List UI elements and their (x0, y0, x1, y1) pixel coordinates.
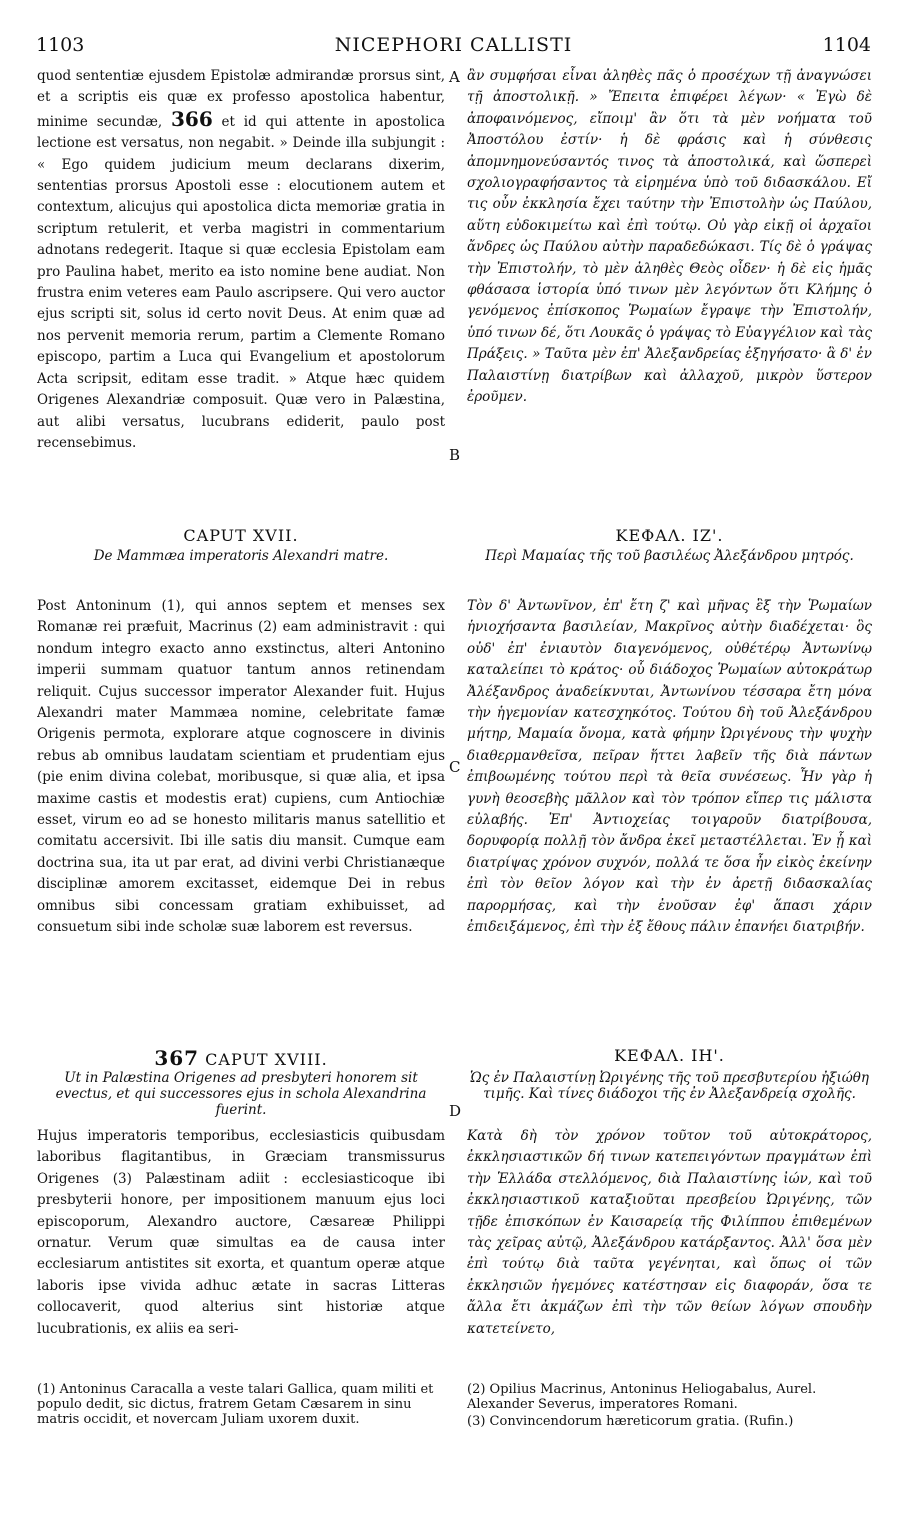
latin-paragraph-ch18: Hujus imperatoris temporibus, ecclesiasticis quibusdam laboribus flagitantibus, in Græciam transmissurus Origenes (3) Palæstinam adiit : ecclesiasticoque ibi presbyterii honore, per impositionem manuum ejus loci episcoporum, Alexandro auctore, Cæsareæ Philippi ornatur. Verum quæ simultas ea de causa inter ecclesiarum antistites sit exorta, et quantum operæ atque laboris ipse vivida adhuc ætate in sacras Litteras collocaverit, quod alterius sint historiæ atque lucubrationis, ex aliis ea seri- (37, 1128, 445, 1337)
margin-marker-d: D (449, 1102, 462, 1120)
caput-xviii-title (37, 1046, 445, 1070)
latin-paragraph-ch17: Post Antoninum (1), qui annos septem et menses sex Romanæ rei præfuit, Macrinus (2) eam administravit : qui nondum integro exacto anno exstinctus, alteri Antonino imperii summam quatuor tantum annos retinendam reliquit. Cujus successor imperator Alexander fuit. Hujus Alexandri mater Mammæa nomine, celebritate famæ Origenis permota, explorare atque cognoscere in divinis rebus ab omnibus laudatam scientiam et prudentiam ejus (pie enim divina colebat, moribusque, si quæ alia, et ipsa maxime castis et modestis erat) cupiens, cum Antiochiæ esset, virum eo ad se honesto militaris manus satellitio et comitatu accersivit. Ibi ille satis diu mansit. Cumque eam doctrina sua, ita ut par erat, ad divini verbi Christianæque disciplinæ amorem excitasset, eidemque Dei in rebus omnibus sibi concessam gratiam exhibuisset, ad consuetum sibi inde scholæ suæ laborem est reversus. (37, 598, 445, 936)
caput-xvii-title: CAPUT XVII. (183, 526, 299, 545)
margin-marker-b: B (449, 446, 461, 464)
kephal-iz-subtitle: Περὶ Μαμαίας τῆς τοῦ βασιλέως Ἀλεξάνδρου μητρός. (485, 548, 854, 564)
greek-column-ch18 (467, 1126, 872, 1376)
page-number-left: 1103 (36, 34, 85, 56)
kephal-ih-subtitle: Ὡς ἐν Παλαιστίνῃ Ὠριγένης τῆς τοῦ πρεσβυτερίου ἠξιώθη τιμῆς. Καὶ τίνες διάδοχοι τῆς ἐν Ἀλεξανδρείᾳ σχολῆς. (469, 1070, 870, 1102)
page-header (0, 34, 907, 58)
latin-column-top (37, 66, 445, 470)
footnote-2: (2) Opilius Macrinus, Antoninus Heliogabalus, Aurel. Alexander Severus, imperatores Romani. (467, 1382, 817, 1412)
margin-marker-c: C (449, 758, 461, 776)
caput-xviii-label: CAPUT XVIII. (205, 1050, 328, 1069)
page-marker-366-inline: 366 (170, 106, 213, 131)
page-marker-367: 367 (154, 1046, 200, 1070)
latin-column-ch17 (37, 596, 445, 1042)
caput-xvii-subtitle: De Mammæa imperatoris Alexandri matre. (93, 548, 389, 564)
latin-paragraph-top: quod sententiæ ejusdem Epistolæ admirandæ prorsus sint, et a scriptis eis quæ ex professo apostolica habentur, minime secundæ, 366 et id qui attente in apostolica lectione est versatus, non negabit. » Deinde illa subjungit : « Ego quidem judicium meum declarans dixerim, sententias prorsus Apostoli esse : elocutionem autem et contextum, alicujus qui apostolica dicta memoriæ gratia in scriptum retulerit, et verba magistri in commentarium adnotans redegerit. Itaque si quæ ecclesia Epistolam eam pro Paulina habet, merito ea isto nomine bene audiat. Non frustra enim veteres eam Paulo ascripsere. Qui vero auctor ejus scripti sit, solus id certo novit Deus. At enim quæ ad nos pervenit memoria rerum, partim a Clemente Romano episcopo, partim a Luca qui Evangelium et apostolorum Acta scripsit, editam esse tradit. » Atque hæc quidem Origenes Alexandriæ composuit. Quæ vero in Palæstina, aut alibi versatus, lucubrans ediderit, paulo post recensebimus. (37, 68, 445, 451)
kephal-iz-title: ΚΕΦΑΛ. ΙΖ'. (615, 526, 724, 545)
latin-column-ch18 (37, 1126, 445, 1376)
greek-paragraph-top: ἂν συμφήσαι εἶναι ἀληθὲς πᾶς ὁ προσέχων τῇ ἀναγνώσει τῇ ἀποστολικῇ. » Ἔπειτα ἐπιφέρει λέγων· « Ἐγὼ δὲ ἀποφαινόμενος, εἴποιμ' ἂν ὅτι τὰ μὲν νοήματα τοῦ Ἀποστόλου ἐστίν· ἡ δὲ φράσις καὶ ἡ σύνθεσις ἀπομνημονεύσαντός τινος τὰ ἀποστολικά, καὶ ὥσπερεὶ σχολιογραφήσαντος τὰ εἰρημένα ὑπὸ τοῦ διδασκάλου. Εἴ τις οὖν ἐκκλησία ἔχει ταύτην τὴν Ἐπιστολὴν ὡς Παύλου, αὕτη εὐδοκιμείτω καὶ ἐπὶ τούτῳ. Οὐ γὰρ εἰκῇ οἱ ἀρχαῖοι ἄνδρες ὡς Παύλου αὐτὴν παραδεδώκασι. Τίς δὲ ὁ γράψας τὴν Ἐπιστολήν, τὸ μὲν ἀληθὲς Θεὸς οἶδεν· ἡ δὲ εἰς ἡμᾶς φθάσασα ἱστορία ὑπό τινων μὲν λεγόντων ὅτι Κλήμης ὁ γενόμενος ἐπίσκοπος Ῥωμαίων ἔγραψε τὴν Ἐπιστολήν, ὑπό τινων δέ, ὅτι Λουκᾶς ὁ γράψας τὸ Εὐαγγέλιον καὶ τὰς Πράξεις. » Ταῦτα μὲν ἐπ' Ἀλεξανδρείας ἐξηγήσατο· ἃ δ' ἐν Παλαιστίνῃ διατρίβων καὶ ἀλλαχοῦ, μικρὸν ὕστερον ἐροῦμεν. (467, 68, 872, 406)
greek-column-top (467, 66, 872, 470)
greek-paragraph-ch17: Τὸν δ' Ἀντωνῖνον, ἐπ' ἔτη ζ' καὶ μῆνας ἓξ τὴν Ῥωμαίων ἡνιοχήσαντα βασιλείαν, Μακρῖνος αὐτὴν διαδέχεται· ὃς οὐδ' ἐπ' ἐνιαυτὸν διαγενόμενος, οὐθέτέρῳ Ἀντωνίνῳ καταλείπει τὸ κράτος· οὗ διάδοχος Ῥωμαίων αὐτοκράτωρ Ἀλέξανδρος ἀναδείκνυται, Ἀντωνίνου τέσσαρα ἔτη μόνα τὴν ἡγεμονίαν κατεσχηκότος. Τούτου δὴ τοῦ Ἀλεξάνδρου μήτηρ, Μαμαία ὄνομα, κατὰ φήμην Ὠριγένους τὴν ψυχὴν διαθερμανθεῖσα, πεῖραν ἥττει λαβεῖν τῆς διὰ πάντων ἐπιβοωμένης τούτου περὶ τὰ θεῖα συνέσεως. Ἦν γὰρ ἡ γυνὴ θεοσεβὴς μᾶλλον καὶ τὸν τρόπον εἴπερ τις μάλιστα εὐλαβής. Ἐπ' Ἀντιοχείας τοιγαροῦν διατρίβουσα, δορυφορίᾳ πολλῇ τὸν ἄνδρα ἐκεῖ μεταστέλλεται. Ἐν ᾗ καὶ διατρίψας χρόνον συχνόν, πολλά τε ὅσα ἦν εἰκὸς ἐκείνην ἐπὶ τὸν θεῖον λόγον καὶ τὴν ἐν ἀρετῇ διδασκαλίας παρορμήσας, καὶ τὴν ἐνοῦσαν ἐφ' ἅπασι χάριν ἐπιδειξάμενος, ἐπὶ τὴν ἐξ ἔθους πάλιν ἐπανήει διατριβήν. (467, 598, 872, 936)
running-title: NICEPHORI CALLISTI (334, 34, 573, 56)
footnote-1: (1) Antoninus Caracalla a veste talari Gallica, quam militi et populo dedit, sic dictus, fratrem Getam Cæsarem in sinu matris occidit, et novercam Juliam uxorem duxit. (37, 1382, 434, 1427)
greek-column-ch17 (467, 596, 872, 1042)
page-number-right: 1104 (822, 34, 871, 56)
greek-paragraph-ch18: Κατὰ δὴ τὸν χρόνον τοῦτον τοῦ αὐτοκράτορος, ἐκκλησιαστικῶν δή τινων κατεπειγόντων πραγμάτων ἐπὶ τὴν Ἑλλάδα στελλόμενος, διὰ Παλαιστίνης ἰών, καὶ τοῦ ἐκκλησιαστικοῦ καταξιοῦται πρεσβείου Ὠριγένης, τῶν τῇδε ἐπισκόπων ἐν Καισαρείᾳ τῆς Φιλίππου ἐπιθεμένων τὰς χεῖρας αὐτῷ, Ἀλεξάνδρου κατάρξαντος. Ἀλλ' ὅσα μὲν ἐπὶ τούτῳ διὰ ταῦτα γεγένηται, καὶ ὅπως οἱ τῶν ἐκκλησιῶν ἡγεμόνες κατέστησαν εἰς διαφοράν, ὅσα τε ἄλλα ἔτι ἀκμάζων ἐπὶ τὴν τῶν θείων λόγων σπουδὴν κατετείνετο, (467, 1128, 872, 1337)
kephal-ih-title: ΚΕΦΑΛ. ΙΗ'. (614, 1046, 725, 1065)
caput-xviii-subtitle: Ut in Palæstina Origenes ad presbyteri honorem sit evectus, et qui successores ejus in schola Alexandrina fuerint. (55, 1070, 427, 1118)
margin-marker-a: A (449, 68, 460, 86)
footnote-3: (3) Convincendorum hæreticorum gratia. (Rufin.) (467, 1414, 794, 1429)
